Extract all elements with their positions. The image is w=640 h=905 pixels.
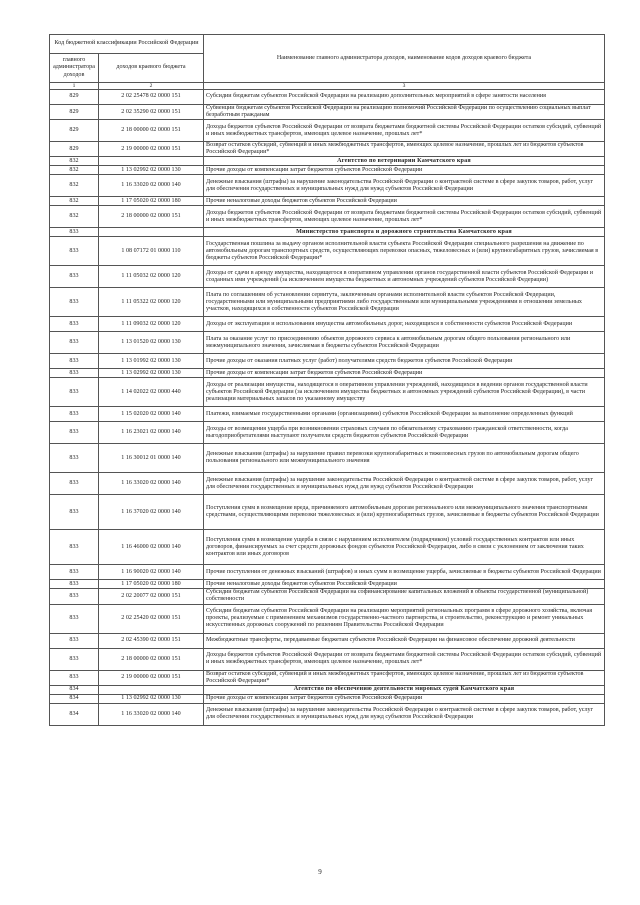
income-code-cell: 2 02 25420 02 0000 151 <box>99 604 204 633</box>
income-code-cell: 1 16 37020 02 0000 140 <box>99 495 204 530</box>
admin-code-cell: 833 <box>50 332 99 354</box>
admin-code-cell: 833 <box>50 369 99 378</box>
document-page <box>49 34 604 726</box>
table-row <box>50 317 605 332</box>
income-code-cell: 1 15 02020 02 0000 140 <box>99 407 204 422</box>
income-code-cell: 1 13 02992 02 0000 130 <box>99 166 204 175</box>
income-code-cell: 2 02 35290 02 0000 151 <box>99 105 204 120</box>
column-number: 3 <box>204 83 605 90</box>
table-header <box>50 35 605 90</box>
income-code-cell: 1 16 33020 02 0000 140 <box>99 175 204 197</box>
table-row <box>50 105 605 120</box>
income-name-cell: Прочие доходы от компенсации затрат бюджетов субъектов Российской Федерации <box>204 694 605 703</box>
admin-code-cell: 833 <box>50 266 99 288</box>
income-name-cell: Прочие неналоговые доходы бюджетов субъектов Российской Федерации <box>204 197 605 206</box>
admin-code-cell: 829 <box>50 90 99 105</box>
income-code-cell: 1 13 02992 02 0000 130 <box>99 694 204 703</box>
table-row <box>50 670 605 685</box>
income-code-cell: 2 18 00000 02 0000 151 <box>99 206 204 228</box>
table-row <box>50 694 605 703</box>
income-name-cell: Доходы от возмещения ущерба при возникновении страховых случаев по обязательному страхованию гражданской ответственности, когда выгодоприобретателями выступают получатели средств бюджетов субъектов Российской Федерации <box>204 422 605 444</box>
income-name-cell: Плата по соглашениям об установлении сервитута, заключенным органами исполнительной власти субъектов Российской Федерации, государственными или муниципальными предприятиями либо государственными или муниципальными учреждениями в отношении земельных участков, находящихся в собственности субъектов Российской Федерации <box>204 288 605 317</box>
admin-code-cell: 829 <box>50 142 99 157</box>
income-name-cell: Денежные взыскания (штрафы) за нарушение законодательства Российской Федерации о контрактной системе в сфере закупок товаров, работ, услуг для обеспечения государственных и муниципальных нужд для нужд субъектов Российской Федерации <box>204 703 605 725</box>
admin-code-cell: 833 <box>50 288 99 317</box>
income-code-cell: 2 02 20077 02 0000 151 <box>99 589 204 604</box>
income-code-cell: 1 16 30012 01 0000 140 <box>99 444 204 473</box>
table-row <box>50 332 605 354</box>
income-code-cell: 1 16 33020 02 0000 140 <box>99 703 204 725</box>
table-row <box>50 90 605 105</box>
admin-code-cell: 829 <box>50 120 99 142</box>
admin-code-cell: 829 <box>50 105 99 120</box>
income-code-cell: 1 16 46000 02 0000 140 <box>99 530 204 565</box>
admin-code-cell: 833 <box>50 378 99 407</box>
admin-code-cell: 834 <box>50 703 99 725</box>
income-code-cell: 1 13 01992 02 0000 130 <box>99 354 204 369</box>
section-row <box>50 228 605 237</box>
admin-code-cell: 833 <box>50 444 99 473</box>
table-row <box>50 444 605 473</box>
table-row <box>50 166 605 175</box>
admin-code-cell: 833 <box>50 604 99 633</box>
income-name-cell: Субсидии бюджетам субъектов Российской Федерации на реализацию мероприятий региональных программ в сфере дорожного хозяйства, включая проекты, реализуемые с применением механизмов государственно-частного партнерства, и строительство, реконструкцию и ремонт уникальных искусственных дорожных сооружений по решениям Правительства Российской Федерации <box>204 604 605 633</box>
income-name-cell: Поступления сумм в возмещение ущерба в связи с нарушением исполнителем (подрядчиком) условий государственных контрактов или иных договоров, финансируемых за счет средств дорожных фондов субъектов Российской Федерации, либо в связи с уклонением от заключения таких контрактов или иных договоров <box>204 530 605 565</box>
admin-code-cell: 833 <box>50 228 99 237</box>
income-code-cell: 2 02 25478 02 0000 151 <box>99 90 204 105</box>
table-row <box>50 604 605 633</box>
table-row <box>50 142 605 157</box>
income-code-cell: 1 17 05020 02 0000 180 <box>99 580 204 589</box>
income-name-cell: Платежи, взимаемые государственными органами (организациями) субъектов Российской Федерации за выполнение определенных функций <box>204 407 605 422</box>
table-row <box>50 407 605 422</box>
income-code-cell: 2 18 00000 02 0000 151 <box>99 120 204 142</box>
admin-code-cell: 832 <box>50 206 99 228</box>
admin-code-cell: 833 <box>50 580 99 589</box>
income-name-cell: Доходы от реализации имущества, находящегося в оперативном управлении учреждений, находящихся в ведении органов государственной власти субъектов Российской Федерации (за исключением имущества бюджетных и автономных учреждений субъектов Российской Федерации), в части реализации материальных запасов по указанному имуществу <box>204 378 605 407</box>
section-row <box>50 685 605 694</box>
table-row <box>50 288 605 317</box>
admin-code-cell: 834 <box>50 694 99 703</box>
income-code-cell <box>99 157 204 166</box>
income-name-cell: Прочие поступления от денежных взысканий (штрафов) и иных сумм в возмещение ущерба, зачисляемые в бюджеты субъектов Российской Федерации <box>204 565 605 580</box>
header-income-column: доходов краевого бюджета <box>99 54 204 83</box>
table-row <box>50 589 605 604</box>
header-admin-column: главного администратора доходов <box>50 54 99 83</box>
income-name-cell: Денежные взыскания (штрафы) за нарушение законодательства Российской Федерации о контрактной системе в сфере закупок товаров, работ, услуг для обеспечения государственных и муниципальных нужд для нужд субъектов Российской Федерации <box>204 473 605 495</box>
table-row <box>50 580 605 589</box>
section-title-cell: Агентство по обеспечению деятельности мировых судей Камчатского края <box>204 685 605 694</box>
column-number: 1 <box>50 83 99 90</box>
income-name-cell: Доходы бюджетов субъектов Российской Федерации от возврата бюджетами бюджетной системы Российской Федерации остатков субсидий, субвенций и иных межбюджетных трансфертов, имеющих целевое назначение, прошлых лет* <box>204 648 605 670</box>
income-code-cell: 1 14 02022 02 0000 440 <box>99 378 204 407</box>
table-row <box>50 378 605 407</box>
income-code-cell: 2 19 00000 02 0000 151 <box>99 670 204 685</box>
admin-code-cell: 833 <box>50 237 99 266</box>
income-code-cell: 1 11 05032 02 0000 120 <box>99 266 204 288</box>
income-code-cell: 2 02 45390 02 0000 151 <box>99 633 204 648</box>
table-row <box>50 237 605 266</box>
table-row <box>50 120 605 142</box>
admin-code-cell: 833 <box>50 530 99 565</box>
admin-code-cell: 833 <box>50 317 99 332</box>
page-number: 9 <box>318 868 322 876</box>
section-title-cell: Агентство по ветеринарии Камчатского края <box>204 157 605 166</box>
income-code-cell: 1 16 23021 02 0000 140 <box>99 422 204 444</box>
income-name-cell: Субвенции бюджетам субъектов Российской Федерации на реализацию полномочий Российской Федерации по осуществлению социальных выплат безработным гражданам <box>204 105 605 120</box>
table-row <box>50 369 605 378</box>
admin-code-cell: 833 <box>50 565 99 580</box>
table-row <box>50 648 605 670</box>
income-code-cell: 1 11 09032 02 0000 120 <box>99 317 204 332</box>
table-row <box>50 530 605 565</box>
section-row <box>50 157 605 166</box>
table-body <box>50 90 605 726</box>
admin-code-cell: 833 <box>50 495 99 530</box>
income-name-cell: Возврат остатков субсидий, субвенций и иных межбюджетных трансфертов, имеющих целевое назначение, прошлых лет из бюджетов субъектов Российской Федерации* <box>204 670 605 685</box>
income-name-cell: Прочие доходы от компенсации затрат бюджетов субъектов Российской Федерации <box>204 369 605 378</box>
admin-code-cell: 832 <box>50 175 99 197</box>
income-name-cell: Доходы от эксплуатации и использования имущества автомобильных дорог, находящихся в собственности субъектов Российской Федерации <box>204 317 605 332</box>
income-name-cell: Плата за оказание услуг по присоединению объектов дорожного сервиса к автомобильным дорогам общего пользования регионального или межмуниципального значения, зачисляемая в бюджеты субъектов Российской Федерации <box>204 332 605 354</box>
table-row <box>50 495 605 530</box>
admin-code-cell: 834 <box>50 685 99 694</box>
table-row <box>50 206 605 228</box>
income-name-cell: Государственная пошлина за выдачу органом исполнительной власти субъекта Российской Федерации специального разрешения на движение по автомобильным дорогам транспортных средств, осуществляющих перевозки опасных, тяжеловесных и (или) крупногабаритных грузов, зачисляемая в бюджеты субъектов Российской Федерации* <box>204 237 605 266</box>
table-row <box>50 422 605 444</box>
income-code-cell: 1 13 02992 02 0000 130 <box>99 369 204 378</box>
header-group-title: Код бюджетной классификации Российской Федерации <box>50 35 204 54</box>
income-name-cell: Поступления сумм в возмещение вреда, причиняемого автомобильным дорогам регионального или межмуниципального значения транспортными средствами, осуществляющими перевозки тяжеловесных и (или) крупногабаритных грузов, зачисляемые в бюджеты субъектов Российской Федерации <box>204 495 605 530</box>
income-name-cell: Прочие доходы от компенсации затрат бюджетов субъектов Российской Федерации <box>204 166 605 175</box>
admin-code-cell: 833 <box>50 589 99 604</box>
admin-code-cell: 832 <box>50 157 99 166</box>
income-name-cell: Денежные взыскания (штрафы) за нарушение законодательства Российской Федерации о контрактной системе в сфере закупок товаров, работ, услуг для обеспечения государственных и муниципальных нужд для нужд субъектов Российской Федерации <box>204 175 605 197</box>
admin-code-cell: 832 <box>50 197 99 206</box>
admin-code-cell: 833 <box>50 407 99 422</box>
income-name-cell: Субсидии бюджетам субъектов Российской Федерации на софинансирование капитальных вложений в объекты государственной (муниципальной) собственности <box>204 589 605 604</box>
income-code-cell: 1 16 33020 02 0000 140 <box>99 473 204 495</box>
income-code-cell: 2 18 00000 02 0000 151 <box>99 648 204 670</box>
table-row <box>50 703 605 725</box>
admin-code-cell: 833 <box>50 473 99 495</box>
income-code-cell <box>99 685 204 694</box>
table-row <box>50 354 605 369</box>
income-name-cell: Доходы бюджетов субъектов Российской Федерации от возврата бюджетами бюджетной системы Российской Федерации остатков субсидий, субвенций и иных межбюджетных трансфертов, имеющих целевое назначение, прошлых лет* <box>204 206 605 228</box>
admin-code-cell: 833 <box>50 422 99 444</box>
income-name-cell: Доходы от сдачи в аренду имущества, находящегося в оперативном управлении органов государственной власти субъектов Российской Федерации и созданных ими учреждений (за исключением имущества бюджетных и автономных учреждений субъектов Российской Федерации) <box>204 266 605 288</box>
income-code-cell: 1 17 05020 02 0000 180 <box>99 197 204 206</box>
income-code-cell <box>99 228 204 237</box>
income-code-cell: 1 11 05322 02 0000 120 <box>99 288 204 317</box>
column-number: 2 <box>99 83 204 90</box>
table-row <box>50 266 605 288</box>
header-name-column: Наименование главного администратора доходов, наименование кодов доходов краевого бюджета <box>204 35 605 83</box>
admin-code-cell: 833 <box>50 633 99 648</box>
admin-code-cell: 833 <box>50 354 99 369</box>
admin-code-cell: 833 <box>50 648 99 670</box>
admin-code-cell: 833 <box>50 670 99 685</box>
income-name-cell: Субсидии бюджетам субъектов Российской Федерации на реализацию дополнительных мероприятий в сфере занятости населения <box>204 90 605 105</box>
budget-classification-table <box>49 34 605 726</box>
column-numbers-row <box>50 83 605 90</box>
income-name-cell: Прочие доходы от оказания платных услуг (работ) получателями средств бюджетов субъектов Российской Федерации <box>204 354 605 369</box>
table-row <box>50 197 605 206</box>
income-name-cell: Возврат остатков субсидий, субвенций и иных межбюджетных трансфертов, имеющих целевое назначение, прошлых лет из бюджетов субъектов Российской Федерации* <box>204 142 605 157</box>
income-code-cell: 2 19 00000 02 0000 151 <box>99 142 204 157</box>
table-row <box>50 473 605 495</box>
income-name-cell: Денежные взыскания (штрафы) за нарушение правил перевозки крупногабаритных и тяжеловесных грузов по автомобильным дорогам общего пользования регионального или межмуниципального значения <box>204 444 605 473</box>
admin-code-cell: 832 <box>50 166 99 175</box>
section-title-cell: Министерство транспорта и дорожного строительства Камчатского края <box>204 228 605 237</box>
income-name-cell: Межбюджетные трансферты, передаваемые бюджетам субъектов Российской Федерации на финансовое обеспечение дорожной деятельности <box>204 633 605 648</box>
table-row <box>50 565 605 580</box>
table-row <box>50 633 605 648</box>
income-name-cell: Доходы бюджетов субъектов Российской Федерации от возврата бюджетами бюджетной системы Российской Федерации остатков субсидий, субвенций и иных межбюджетных трансфертов, имеющих целевое назначение, прошлых лет* <box>204 120 605 142</box>
income-code-cell: 1 08 07172 01 0000 110 <box>99 237 204 266</box>
table-row <box>50 175 605 197</box>
income-code-cell: 1 13 01520 02 0000 130 <box>99 332 204 354</box>
income-name-cell: Прочие неналоговые доходы бюджетов субъектов Российской Федерации <box>204 580 605 589</box>
income-code-cell: 1 16 90020 02 0000 140 <box>99 565 204 580</box>
